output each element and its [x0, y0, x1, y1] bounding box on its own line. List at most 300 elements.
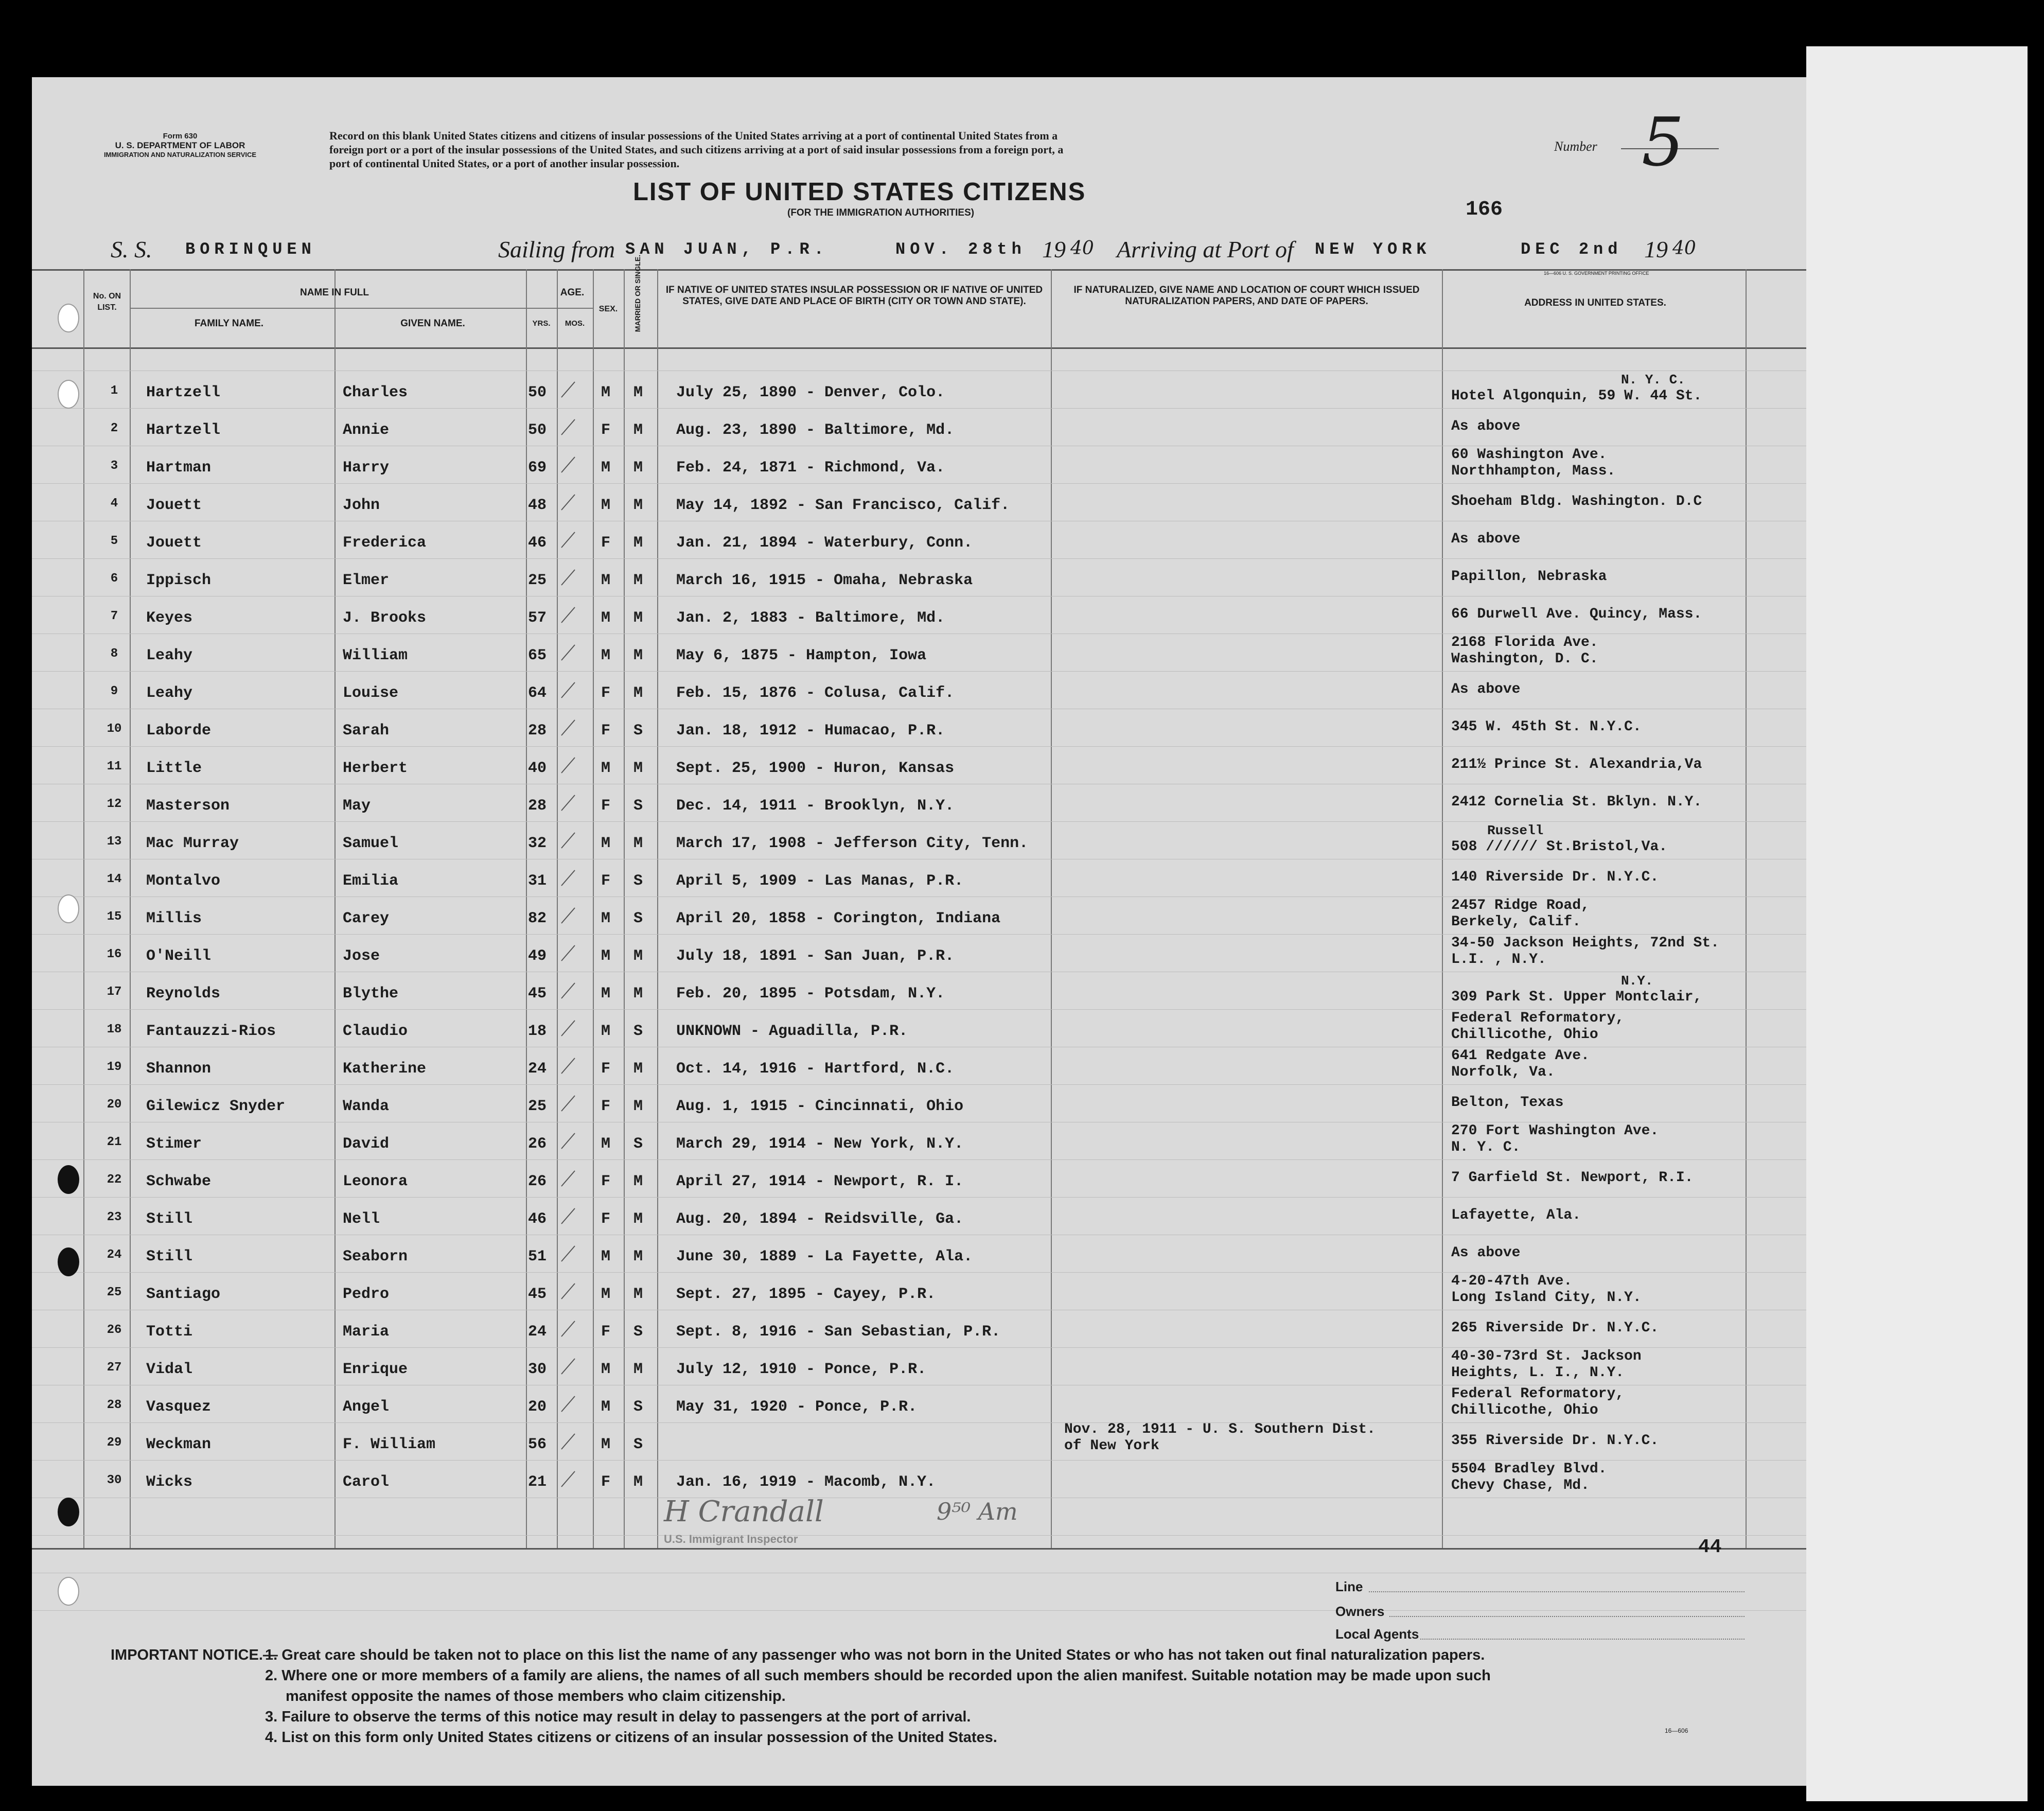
us-address — [1451, 1170, 1693, 1186]
months-tick-mark — [558, 754, 578, 780]
header-sex: SEX. — [598, 305, 618, 313]
row-number: 3 — [110, 459, 118, 473]
row-number: 24 — [107, 1248, 122, 1262]
sex: M — [601, 647, 610, 664]
us-address — [1451, 681, 1520, 698]
sex: M — [601, 1248, 610, 1265]
us-address — [1451, 1461, 1607, 1494]
months-tick-mark — [558, 491, 578, 517]
tick-mark-icon — [559, 1243, 577, 1263]
address-line: Long Island City, N.Y. — [1451, 1290, 1642, 1306]
address-line: 34-50 Jackson Heights, 72nd St. — [1451, 935, 1719, 951]
marital-status: M — [633, 384, 643, 401]
table-row — [32, 704, 1806, 741]
birth-date-place: July 25, 1890 - Denver, Colo. — [676, 384, 945, 401]
address-line: 66 Durwell Ave. Quincy, Mass. — [1451, 606, 1702, 622]
age-years: 69 — [527, 459, 547, 477]
tick-mark-icon — [559, 1130, 577, 1151]
row-number: 2 — [110, 421, 118, 435]
tick-mark-icon — [559, 1168, 577, 1188]
tick-mark-icon — [559, 754, 577, 775]
sex: M — [601, 835, 610, 852]
notice-4: 4. List on this form only United States citizens or citizens of an insular possession of the United States. — [265, 1729, 997, 1746]
months-tick-mark — [558, 1168, 578, 1193]
address-line: Washington, D. C. — [1451, 651, 1598, 667]
given-name: F. William — [343, 1436, 436, 1453]
months-tick-mark — [558, 1017, 578, 1043]
table-row — [32, 1229, 1806, 1267]
row-number: 23 — [107, 1210, 122, 1224]
address-line: 265 Riverside Dr. N.Y.C. — [1451, 1320, 1659, 1336]
address-line: Norfolk, Va. — [1451, 1064, 1555, 1080]
tick-mark-icon — [559, 830, 577, 850]
owners-label: Owners — [1335, 1604, 1385, 1619]
row-number: 9 — [110, 684, 118, 698]
tick-mark-icon — [559, 642, 577, 662]
arrival-port: NEW YORK — [1315, 240, 1431, 259]
row-number: 13 — [107, 835, 122, 849]
address-line: Heights, L. I., N.Y. — [1451, 1365, 1625, 1381]
us-address — [1451, 531, 1520, 548]
table-top-border — [32, 269, 1806, 271]
address-line: Belton, Texas — [1451, 1095, 1564, 1111]
row-number: 25 — [107, 1286, 122, 1299]
notice-3: 3. Failure to observe the terms of this notice may result in delay to passengers at the port of arrival. — [265, 1709, 971, 1725]
age-years: 26 — [527, 1135, 547, 1153]
address-line: Chillicothe, Ohio — [1451, 1402, 1598, 1418]
row-number: 14 — [107, 872, 122, 886]
tick-mark-icon — [559, 905, 577, 925]
sailing-label: Sailing from — [498, 236, 615, 262]
table-row — [32, 1154, 1806, 1191]
family-name: Ippisch — [146, 572, 212, 589]
binder-hole — [58, 304, 79, 332]
sex: M — [601, 910, 610, 927]
local-agents-field — [1420, 1639, 1745, 1640]
local-agents-label: Local Agents — [1335, 1626, 1419, 1642]
record-line-3: port of continental United States, or a port of another insular possession. — [329, 157, 680, 170]
given-name: Pedro — [343, 1286, 390, 1303]
us-address — [1451, 1245, 1520, 1261]
given-name: Jose — [343, 947, 380, 965]
months-tick-mark — [558, 642, 578, 667]
table-row — [32, 929, 1806, 966]
birth-date-place: UNKNOWN - Aguadilla, P.R. — [676, 1023, 908, 1040]
given-name: Katherine — [343, 1060, 427, 1078]
header-age: AGE. — [560, 287, 585, 298]
address-line: 60 Washington Ave. — [1451, 447, 1607, 463]
age-years: 51 — [527, 1248, 547, 1265]
birth-date-place: March 29, 1914 - New York, N.Y. — [676, 1135, 964, 1153]
birth-date-place: May 14, 1892 - San Francisco, Calif. — [676, 497, 1010, 514]
tick-mark-icon — [559, 416, 577, 437]
row-number: 6 — [110, 572, 118, 586]
family-name: Hartzell — [146, 421, 221, 439]
age-years: 65 — [527, 647, 547, 664]
page-subtitle: (FOR THE IMMIGRATION AUTHORITIES) — [787, 207, 975, 218]
sex: F — [601, 1473, 610, 1491]
family-name: Little — [146, 760, 202, 777]
row-number: 11 — [107, 760, 122, 773]
birth-date-place: Sept. 27, 1895 - Cayey, P.R. — [676, 1286, 936, 1303]
age-years: 28 — [527, 797, 547, 815]
table-row — [32, 403, 1806, 440]
birth-date-place: March 16, 1915 - Omaha, Nebraska — [676, 572, 973, 589]
tick-mark-icon — [559, 942, 577, 963]
birth-date-place: May 6, 1875 - Hampton, Iowa — [676, 647, 927, 664]
sex: F — [601, 421, 610, 439]
tick-mark-icon — [559, 379, 577, 399]
family-name: Reynolds — [146, 985, 221, 1003]
header-naturalized: IF NATURALIZED, GIVE NAME AND LOCATION OF COURT WHICH ISSUED NATURALIZATION PAPERS, AND DATE OF PAPERS. — [1073, 285, 1420, 307]
age-years: 46 — [527, 1210, 547, 1228]
owners-field — [1389, 1616, 1745, 1617]
tick-mark-icon — [559, 529, 577, 550]
sex: F — [601, 797, 610, 815]
us-address — [1451, 1095, 1563, 1111]
age-years: 50 — [527, 384, 547, 401]
marital-status: M — [633, 421, 643, 439]
us-address — [1451, 973, 1702, 1006]
us-address — [1451, 757, 1702, 773]
sex: M — [601, 947, 610, 965]
table-row — [32, 441, 1806, 478]
age-years: 49 — [527, 947, 547, 965]
family-name: Vasquez — [146, 1398, 212, 1416]
birth-date-place: Sept. 25, 1900 - Huron, Kansas — [676, 760, 955, 777]
months-tick-mark — [558, 980, 578, 1006]
family-name: Leahy — [146, 647, 193, 664]
birth-date-place: Jan. 21, 1894 - Waterbury, Conn. — [676, 534, 973, 552]
age-years: 32 — [527, 835, 547, 852]
sail-year-prefix: 19 — [1042, 236, 1066, 262]
address-line: L.I. , N.Y. — [1451, 952, 1546, 968]
family-name: Gilewicz Snyder — [146, 1098, 286, 1115]
age-years: 25 — [527, 1098, 547, 1115]
header-birth: IF NATIVE OF UNITED STATES INSULAR POSSESSION OR IF NATIVE OF UNITED STATES, GIVE DATE AND PLACE OF BIRTH (CITY OR TOWN AND STATE). — [665, 285, 1043, 307]
voyage-line — [111, 236, 152, 267]
family-name: Schwabe — [146, 1173, 212, 1190]
given-name: Samuel — [343, 835, 399, 852]
sex: F — [601, 872, 610, 890]
age-years: 24 — [527, 1060, 547, 1078]
marital-status: M — [633, 835, 643, 852]
table-row — [32, 1004, 1806, 1041]
page-number: 44 — [1698, 1536, 1722, 1558]
table-row — [32, 1455, 1806, 1492]
naturalization-line: of New York — [1064, 1438, 1159, 1454]
family-name: Jouett — [146, 497, 202, 514]
sex: M — [601, 760, 610, 777]
us-address — [1451, 1386, 1624, 1419]
family-name: Masterson — [146, 797, 230, 815]
age-years: 40 — [527, 760, 547, 777]
address-line: 7 Garfield St. Newport, R.I. — [1451, 1170, 1694, 1186]
family-name: Shannon — [146, 1060, 212, 1078]
marital-status: M — [633, 1248, 643, 1265]
tick-mark-icon — [559, 454, 577, 474]
row-number: 29 — [107, 1436, 122, 1450]
family-name: Wicks — [146, 1473, 193, 1491]
sex: M — [601, 1023, 610, 1040]
address-line: As above — [1451, 418, 1521, 434]
address-line: 4-20-47th Ave. — [1451, 1273, 1573, 1289]
row-number: 16 — [107, 947, 122, 961]
birth-date-place: Aug. 1, 1915 - Cincinnati, Ohio — [676, 1098, 964, 1115]
age-years: 18 — [527, 1023, 547, 1040]
table-row — [32, 628, 1806, 665]
family-name: Jouett — [146, 534, 202, 552]
department: U. S. DEPARTMENT OF LABOR — [115, 140, 245, 150]
tick-mark-icon — [559, 604, 577, 625]
marital-status: M — [633, 609, 643, 627]
age-years: 50 — [527, 421, 547, 439]
address-line: Federal Reformatory, — [1451, 1010, 1625, 1026]
address-line: Northhampton, Mass. — [1451, 463, 1616, 479]
arrival-year: 40 — [1672, 238, 1696, 259]
given-name: Emilia — [343, 872, 399, 890]
months-tick-mark — [558, 416, 578, 442]
row-number: 30 — [107, 1473, 122, 1487]
age-years: 82 — [527, 910, 547, 927]
address-line: As above — [1451, 681, 1521, 697]
age-years: 48 — [527, 497, 547, 514]
address-line: 211½ Prince St. Alexandria,Va — [1451, 757, 1702, 772]
family-name: Leahy — [146, 684, 193, 702]
row-number: 15 — [107, 910, 122, 924]
tick-mark-icon — [559, 1280, 577, 1301]
months-tick-mark — [558, 1356, 578, 1381]
address-line: Lafayette, Ala. — [1451, 1207, 1581, 1223]
family-name: Millis — [146, 910, 202, 927]
arrival-date: DEC 2nd — [1521, 240, 1623, 259]
birth-date-place: Jan. 2, 1883 - Baltimore, Md. — [676, 609, 945, 627]
given-name: Claudio — [343, 1023, 408, 1040]
address-line: N. Y. C. — [1451, 1139, 1521, 1155]
months-tick-mark — [558, 867, 578, 893]
address-line: Papillon, Nebraska — [1451, 569, 1607, 585]
age-years: 64 — [527, 684, 547, 702]
months-tick-mark — [558, 1093, 578, 1118]
address-line: Chevy Chase, Md. — [1451, 1478, 1590, 1493]
given-name: Charles — [343, 384, 408, 401]
given-name: Blythe — [343, 985, 399, 1003]
from-port: SAN JUAN, P.R. — [625, 240, 829, 259]
tick-mark-icon — [559, 1431, 577, 1451]
us-address — [1451, 935, 1719, 968]
address-line: 140 Riverside Dr. N.Y.C. — [1451, 869, 1659, 885]
birth-date-place: Aug. 23, 1890 - Baltimore, Md. — [676, 421, 955, 439]
months-tick-mark — [558, 830, 578, 855]
binder-hole — [58, 1577, 79, 1606]
record-line-2: foreign port or a port of the insular possessions of the United States, and such citizens arriving at a port of said insular possessions from a foreign port, a — [329, 143, 1064, 156]
us-address — [1451, 1433, 1659, 1449]
given-name: Carey — [343, 910, 390, 927]
given-name: Sarah — [343, 722, 390, 740]
family-name: Keyes — [146, 609, 193, 627]
sex: F — [601, 1323, 610, 1341]
table-row — [32, 816, 1806, 853]
tick-mark-icon — [559, 1318, 577, 1339]
sex: M — [601, 572, 610, 589]
table-row — [32, 779, 1806, 816]
family-name: Laborde — [146, 722, 212, 740]
naturalization-info — [1064, 1421, 1376, 1454]
sex: F — [601, 1210, 610, 1228]
marital-status: M — [633, 1361, 643, 1378]
us-address — [1451, 1048, 1590, 1081]
months-tick-mark — [558, 454, 578, 480]
row-number: 7 — [110, 609, 118, 623]
tick-mark-icon — [559, 867, 577, 888]
marital-status: M — [633, 1210, 643, 1228]
tick-mark-icon — [559, 1017, 577, 1038]
row-number: 5 — [110, 534, 118, 548]
table-row — [32, 1192, 1806, 1229]
address-line: As above — [1451, 1245, 1521, 1261]
tick-mark-icon — [559, 1356, 577, 1376]
us-address — [1451, 1273, 1642, 1306]
print-code: 16—606 — [1665, 1727, 1688, 1734]
birth-date-place: June 30, 1889 - La Fayette, Ala. — [676, 1248, 973, 1265]
ruling-line — [32, 1610, 1806, 1611]
sail-year: 40 — [1070, 238, 1094, 259]
arrival-year-prefix: 19 — [1644, 236, 1668, 262]
marital-status: S — [633, 1135, 643, 1153]
us-address — [1451, 1320, 1659, 1337]
age-years: 28 — [527, 722, 547, 740]
address-line: 40-30-73rd St. Jackson — [1451, 1348, 1642, 1364]
given-name: Annie — [343, 421, 390, 439]
row-number: 19 — [107, 1060, 122, 1074]
birth-date-place: April 27, 1914 - Newport, R. I. — [676, 1173, 964, 1190]
table-row — [32, 1267, 1806, 1304]
notice-2: 2. Where one or more members of a family are aliens, the names of all such members should be recorded upon the alien manifest. Suitable notation may be made upon such — [265, 1667, 1491, 1684]
sex: M — [601, 985, 610, 1003]
tick-mark-icon — [559, 1205, 577, 1226]
sex: M — [601, 1361, 610, 1378]
address-line: 345 W. 45th St. N.Y.C. — [1451, 719, 1642, 735]
us-address — [1451, 898, 1590, 930]
us-address — [1451, 1348, 1642, 1381]
given-name: David — [343, 1135, 390, 1153]
row-number: 26 — [107, 1323, 122, 1337]
service: IMMIGRATION AND NATURALIZATION SERVICE — [103, 151, 257, 159]
given-name: Frederica — [343, 534, 427, 552]
notice-1: 1. Great care should be taken not to place on this list the name of any passenger who was not born in the United States or who has not taken out final naturalization papers. — [265, 1647, 1485, 1663]
given-name: Wanda — [343, 1098, 390, 1115]
marital-status: S — [633, 1436, 643, 1453]
given-name: Maria — [343, 1323, 390, 1341]
us-address — [1451, 794, 1702, 811]
age-years: 31 — [527, 872, 547, 890]
given-name: Herbert — [343, 760, 408, 777]
address-line: 5504 Bradley Blvd. — [1451, 1461, 1607, 1477]
marital-status: M — [633, 497, 643, 514]
age-years: 45 — [527, 1286, 547, 1303]
row-number: 1 — [110, 384, 118, 398]
family-name: Montalvo — [146, 872, 221, 890]
birth-date-place: Dec. 14, 1911 - Brooklyn, N.Y. — [676, 797, 955, 815]
table-row — [32, 478, 1806, 515]
ruling-line — [32, 1535, 1806, 1536]
sex: F — [601, 534, 610, 552]
name-age-subdivider — [130, 308, 593, 309]
table-row — [32, 553, 1806, 590]
months-tick-mark — [558, 1205, 578, 1231]
sex: M — [601, 384, 610, 401]
given-name: Enrique — [343, 1361, 408, 1378]
birth-date-place: July 12, 1910 - Ponce, P.R. — [676, 1361, 927, 1378]
marital-status: M — [633, 534, 643, 552]
months-tick-mark — [558, 1280, 578, 1306]
address-line: 2168 Florida Ave. — [1451, 635, 1598, 650]
row-number: 28 — [107, 1398, 122, 1412]
address-line: Shoeham Bldg. Washington. D.C — [1451, 494, 1702, 509]
marital-status: S — [633, 797, 643, 815]
marital-status: M — [633, 760, 643, 777]
sex: F — [601, 1098, 610, 1115]
us-address — [1451, 822, 1667, 855]
notice-title: IMPORTANT NOTICE.— — [111, 1647, 278, 1663]
notice-2-cont: manifest opposite the names of those members who claim citizenship. — [286, 1688, 786, 1704]
birth-date-place: Aug. 20, 1894 - Reidsville, Ga. — [676, 1210, 964, 1228]
us-address — [1451, 719, 1642, 735]
birth-date-place: Feb. 20, 1895 - Potsdam, N.Y. — [676, 985, 945, 1003]
months-tick-mark — [558, 679, 578, 705]
sex: M — [601, 1398, 610, 1416]
address-line: 355 Riverside Dr. N.Y.C. — [1451, 1433, 1659, 1449]
marital-status: M — [633, 1098, 643, 1115]
birth-date-place: Sept. 8, 1916 - San Sebastian, P.R. — [676, 1323, 1001, 1341]
tick-mark-icon — [559, 679, 577, 700]
given-name: Louise — [343, 684, 399, 702]
sex: F — [601, 1173, 610, 1190]
tick-mark-icon — [559, 792, 577, 813]
address-line: 641 Redgate Ave. — [1451, 1048, 1590, 1064]
given-name: John — [343, 497, 380, 514]
number-value: 5 — [1642, 103, 1684, 181]
marital-status: S — [633, 910, 643, 927]
marital-status: M — [633, 947, 643, 965]
table-row — [32, 854, 1806, 891]
months-tick-mark — [558, 717, 578, 743]
address-line: As above — [1451, 531, 1521, 547]
family-name: Stimer — [146, 1135, 202, 1153]
us-address — [1451, 569, 1607, 585]
table-row — [32, 516, 1806, 553]
sail-date: NOV. 28th — [895, 240, 1026, 259]
family-name: Mac Murray — [146, 835, 239, 852]
months-tick-mark — [558, 567, 578, 592]
marital-status: S — [633, 1323, 643, 1341]
months-tick-mark — [558, 942, 578, 968]
age-years: 25 — [527, 572, 547, 589]
family-name: Hartman — [146, 459, 212, 477]
row-number: 4 — [110, 497, 118, 511]
header-no-on-list: No. ON LIST. — [93, 292, 121, 312]
family-name: Totti — [146, 1323, 193, 1341]
inspector-time: 9⁵⁰ Am — [937, 1498, 1018, 1525]
header-name-in-full: NAME IN FULL — [299, 287, 369, 298]
months-tick-mark — [558, 604, 578, 630]
marital-status: S — [633, 872, 643, 890]
months-tick-mark — [558, 905, 578, 930]
table-row — [32, 891, 1806, 928]
address-line: N.Y. — [1621, 973, 1653, 989]
address-line: 508 ////// St.Bristol,Va. — [1451, 839, 1668, 855]
address-line: 2412 Cornelia St. Bklyn. N.Y. — [1451, 794, 1702, 810]
